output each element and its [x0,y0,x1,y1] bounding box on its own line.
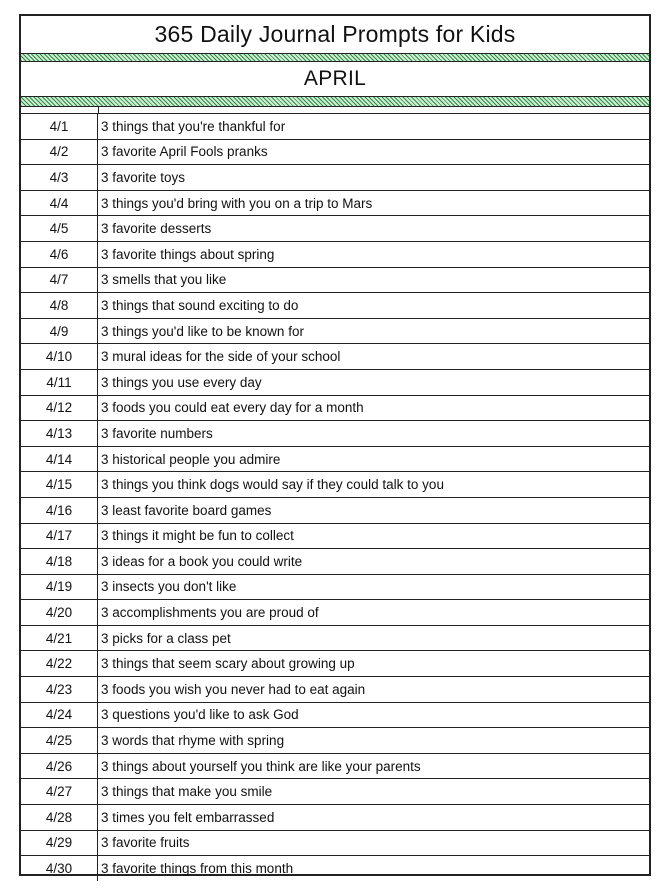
prompt-text: 3 favorite things from this month [101,861,294,877]
table-row [21,804,649,830]
table-row [21,446,649,472]
prompt-date: 4/24 [21,703,98,728]
table-row [21,292,649,318]
table-row [21,676,649,702]
prompt-text: 3 things that make you smile [101,784,273,800]
prompt-text: 3 things that you're thankful for [101,118,286,134]
prompt-text: 3 words that rhyme with spring [101,733,285,749]
table-row [21,343,649,369]
prompt-text: 3 things it might be fun to collect [101,528,294,544]
green-hatch-divider [21,53,649,62]
prompt-date: 4/21 [21,626,98,651]
prompt-text: 3 things you think dogs would say if they could talk to you [101,477,444,493]
table-row [21,190,649,216]
prompt-text: 3 least favorite board games [101,502,272,518]
table-row [21,164,649,190]
journal-sheet [19,14,651,876]
prompt-text: 3 things you'd bring with you on a trip to Mars [101,195,373,211]
prompt-date: 4/23 [21,677,98,702]
table-row [21,523,649,549]
prompt-text: 3 ideas for a book you could write [101,553,303,569]
prompt-date: 4/22 [21,651,98,676]
prompt-date: 4/14 [21,447,98,472]
prompt-date: 4/7 [21,268,98,293]
prompt-date: 4/11 [21,370,98,395]
prompt-text: 3 favorite desserts [101,221,212,237]
prompt-text: 3 picks for a class pet [101,630,231,646]
prompt-date: 4/26 [21,754,98,779]
prompt-date: 4/12 [21,396,98,421]
table-row [21,139,649,165]
table-row [21,215,649,241]
page-title: 365 Daily Journal Prompts for Kids [154,21,516,47]
table-row [21,753,649,779]
table-row [21,625,649,651]
prompt-date: 4/1 [21,114,98,139]
prompt-date: 4/20 [21,600,98,625]
table-row [21,650,649,676]
prompt-text: 3 mural ideas for the side of your school [101,349,341,365]
table-row [21,395,649,421]
prompt-text: 3 things about yourself you think are like your parents [101,758,421,774]
table-row [21,420,649,446]
prompt-date: 4/4 [21,191,98,216]
prompt-date: 4/2 [21,140,98,165]
prompt-text: 3 favorite toys [101,169,186,185]
prompt-date: 4/27 [21,779,98,804]
prompt-text: 3 accomplishments you are proud of [101,605,319,621]
prompt-date: 4/18 [21,549,98,574]
table-row [21,702,649,728]
prompt-date: 4/29 [21,831,98,856]
prompt-text: 3 favorite numbers [101,425,213,441]
prompt-text: 3 things you'd like to be known for [101,323,304,339]
prompt-date: 4/28 [21,805,98,830]
prompt-text: 3 favorite things about spring [101,246,275,262]
prompt-date: 4/17 [21,524,98,549]
table-row [21,497,649,523]
prompt-text: 3 things that seem scary about growing up [101,656,355,672]
prompt-date: 4/9 [21,319,98,344]
table-row [21,318,649,344]
prompt-text: 3 insects you don't like [101,579,237,595]
prompt-date: 4/30 [21,856,98,881]
prompt-table [21,107,649,881]
prompt-date: 4/15 [21,472,98,497]
table-row [21,113,649,139]
month-heading: APRIL [303,67,367,90]
prompt-text: 3 things you use every day [101,374,262,390]
table-row [21,267,649,293]
prompt-text: 3 foods you could eat every day for a month [101,400,364,416]
prompt-text: 3 things that sound exciting to do [101,297,299,313]
prompt-date: 4/3 [21,165,98,190]
table-row [21,727,649,753]
prompt-date: 4/25 [21,728,98,753]
prompt-text: 3 historical people you admire [101,451,281,467]
prompt-date: 4/13 [21,421,98,446]
prompt-rows [21,113,649,881]
prompt-text: 3 questions you'd like to ask God [101,707,299,723]
table-row [21,830,649,856]
table-row [21,471,649,497]
prompt-date: 4/8 [21,293,98,318]
prompt-text: 3 smells that you like [101,272,227,288]
green-hatch-divider [21,96,649,107]
table-row [21,548,649,574]
table-row [21,599,649,625]
table-row [21,778,649,804]
table-row [21,241,649,267]
table-row [21,574,649,600]
prompt-text: 3 favorite April Fools pranks [101,144,268,160]
prompt-text: 3 favorite fruits [101,835,190,851]
table-row [21,369,649,395]
prompt-date: 4/19 [21,575,98,600]
prompt-date: 4/6 [21,242,98,267]
table-row [21,855,649,881]
prompt-text: 3 foods you wish you never had to eat again [101,681,366,697]
prompt-date: 4/5 [21,216,98,241]
prompt-date: 4/10 [21,344,98,369]
prompt-text: 3 times you felt embarrassed [101,809,275,825]
prompt-date: 4/16 [21,498,98,523]
